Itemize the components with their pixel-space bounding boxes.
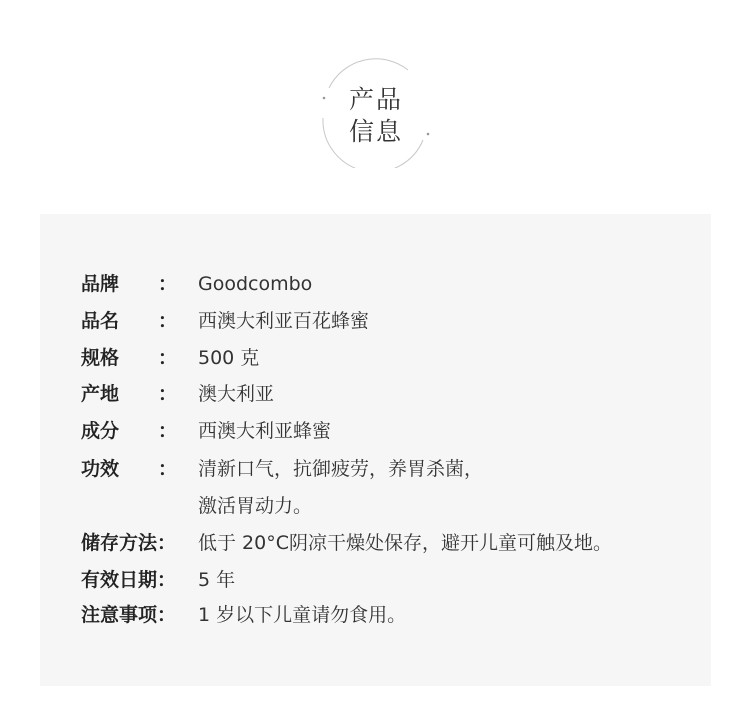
- info-label-colon: ：: [157, 273, 177, 295]
- product-info-badge: [321, 58, 431, 168]
- info-label-colon: ：: [157, 458, 177, 480]
- info-label-colon: ：: [157, 347, 177, 369]
- info-label: [81, 452, 177, 486]
- info-label: 注意事项：: [81, 604, 177, 626]
- info-label-colon: ：: [157, 383, 177, 405]
- product-info-panel: [40, 214, 711, 686]
- info-label-text: 成分: [81, 420, 120, 442]
- info-value: 低于 20°C阴凉干燥处保存，避开儿童可触及地。: [198, 532, 612, 554]
- info-label-text: 功效: [81, 458, 120, 480]
- info-value: 激活胃动力。: [198, 495, 313, 517]
- info-value: 西澳大利亚蜂蜜: [198, 420, 332, 442]
- info-value: 清新口气，抗御疲劳，养胃杀菌，: [198, 458, 484, 480]
- info-label-text: 品牌: [81, 273, 120, 295]
- info-value: 西澳大利亚百花蜂蜜: [198, 310, 370, 332]
- info-label: [81, 341, 177, 375]
- info-label: [81, 377, 177, 411]
- info-value: 500 克: [198, 347, 260, 369]
- info-label-text: 品名: [81, 310, 120, 332]
- section-title-line-1: 产品: [348, 85, 403, 114]
- info-label-text: 规格: [81, 347, 120, 369]
- info-value: Goodcombo: [198, 273, 313, 295]
- info-label-colon: ：: [157, 310, 177, 332]
- section-title: [321, 84, 431, 148]
- info-label: 有效日期：: [81, 569, 177, 591]
- info-value: 5 年: [198, 569, 236, 591]
- section-title-line-2: 信息: [348, 117, 403, 146]
- info-label-text: 产地: [81, 383, 120, 405]
- info-label: 储存方法：: [81, 532, 177, 554]
- info-value: 澳大利亚: [198, 383, 275, 405]
- info-value: 1 岁以下儿童请勿食用。: [198, 604, 407, 626]
- info-label-colon: ：: [157, 420, 177, 442]
- info-label: [81, 304, 177, 338]
- info-label: [81, 267, 177, 301]
- info-label: [81, 414, 177, 448]
